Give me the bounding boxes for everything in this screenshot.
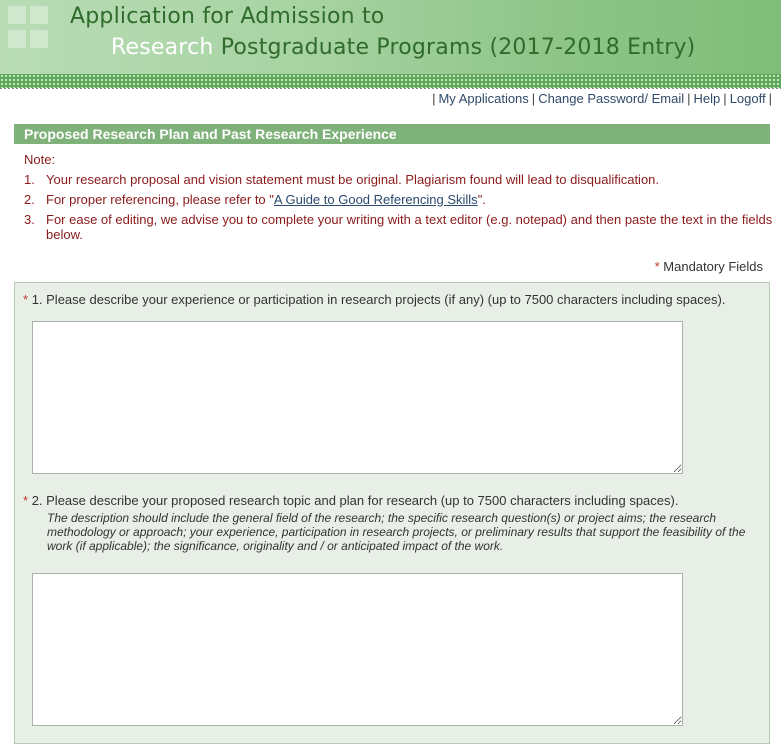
banner-title-line1: Application for Admission to <box>70 4 385 29</box>
page-banner <box>0 0 781 74</box>
nav-my-applications[interactable]: My Applications <box>438 91 529 106</box>
notes-block <box>24 152 774 242</box>
note-item <box>24 192 774 207</box>
nav-separator: | <box>768 91 772 106</box>
note-item <box>24 212 774 242</box>
question-2-description: The description should include the general field of the research; the specific research question(s) or project aims; the research methodology or approach; your experience, participation in research projects, or preliminary results that support the feasibility of the work (if applicable); the significance, originality and / or anticipated impact of the work. <box>47 511 746 553</box>
mandatory-fields-legend <box>655 259 763 274</box>
research-experience-textarea[interactable] <box>32 321 683 474</box>
nav-separator: | <box>432 91 436 106</box>
referencing-guide-link[interactable]: A Guide to Good Referencing Skills <box>273 192 478 207</box>
nav-logoff[interactable]: Logoff <box>729 91 766 106</box>
research-plan-textarea[interactable] <box>32 573 683 726</box>
nav-separator: | <box>687 91 691 106</box>
question-2-label <box>23 493 678 508</box>
form-panel <box>14 282 770 744</box>
question-2-text: 2. Please describe your proposed research topic and plan for research (up to 7500 characters including spaces). <box>31 493 679 508</box>
note-text: For ease of editing, we advise you to complete your writing with a text editor (e.g. notepad) and then paste the text in the fields below. <box>46 212 773 242</box>
section-title: Proposed Research Plan and Past Research Experience <box>14 124 770 144</box>
required-asterisk: * <box>23 493 29 508</box>
banner-decoration <box>0 0 64 74</box>
note-text-before: For proper referencing, please refer to " <box>46 192 274 207</box>
note-text-after: ". <box>477 192 486 207</box>
banner-dot-band <box>0 74 781 88</box>
nav-separator: | <box>531 91 536 106</box>
nav-help[interactable]: Help <box>693 91 721 106</box>
nav-separator: | <box>723 91 727 106</box>
nav-change-password-email[interactable]: Change Password/ Email <box>538 91 685 106</box>
required-asterisk: * <box>23 292 29 307</box>
notes-list <box>24 172 774 242</box>
note-number: 2. <box>24 192 35 207</box>
banner-title-rest: Postgraduate Programs (2017-2018 Entry) <box>213 35 696 60</box>
notes-title: Note: <box>24 152 56 167</box>
top-nav <box>429 90 775 108</box>
note-item <box>24 172 774 187</box>
note-text: Your research proposal and vision statement must be original. Plagiarism found will lead to disqualification. <box>46 172 660 187</box>
question-1-label <box>23 292 725 307</box>
note-number: 3. <box>24 212 35 227</box>
banner-title-highlight: Research <box>111 35 214 60</box>
note-number: 1. <box>24 172 35 187</box>
required-asterisk: * <box>654 259 660 274</box>
question-1-text: 1. Please describe your experience or participation in research projects (if any) (up to 7500 characters including spaces). <box>31 292 726 307</box>
mandatory-fields-label: Mandatory Fields <box>663 259 763 274</box>
banner-title-line2 <box>111 35 695 60</box>
